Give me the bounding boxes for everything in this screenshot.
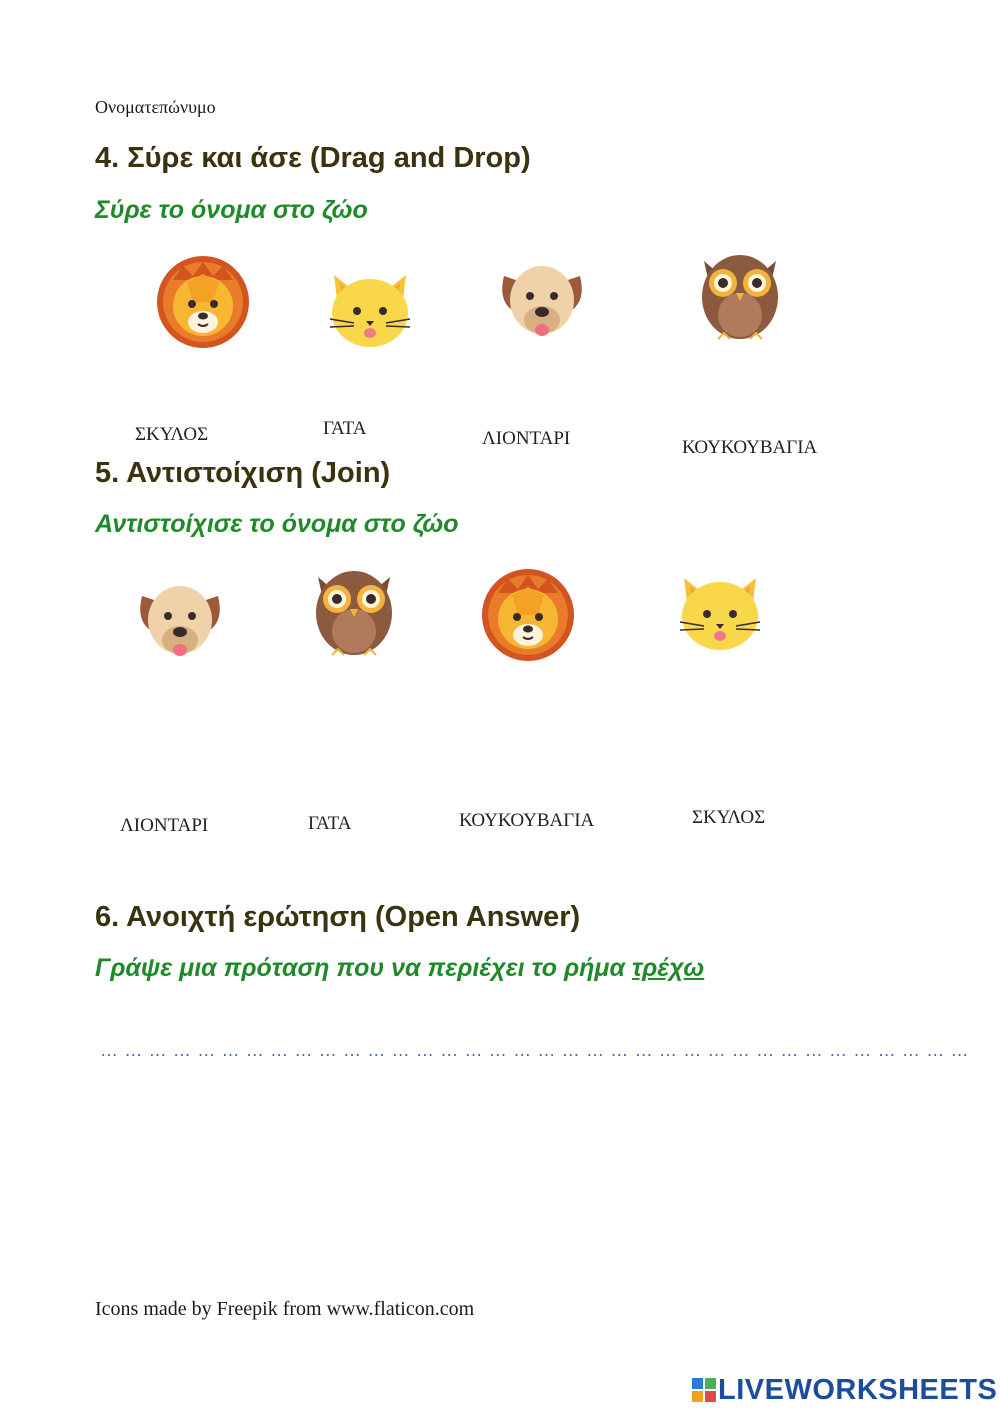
owl-icon	[690, 247, 790, 347]
lion-icon[interactable]	[478, 565, 578, 665]
section-6-verb: τρέχω	[631, 954, 705, 982]
section-6-instruction	[95, 954, 704, 983]
join-word-3[interactable]: ΚΟΥΚΟΥΒΑΓΙΑ	[459, 810, 595, 831]
section-6-title: 6. Ανοιχτή ερώτηση (Open Answer)	[95, 901, 581, 933]
join-word-2[interactable]: ΓΑΤΑ	[308, 813, 352, 834]
dog-icon[interactable]	[130, 570, 230, 670]
section-6-instruction-text: Γράψε μια πρόταση που να περιέχει το ρήμα	[95, 954, 632, 982]
lion-icon	[153, 252, 253, 352]
drag-word-4[interactable]: ΚΟΥΚΟΥΒΑΓΙΑ	[682, 437, 818, 458]
student-name-label: Ονοματεπώνυμο	[95, 97, 216, 117]
section-5-instruction: Αντιστοίχισε το όνομα στο ζώο	[95, 510, 459, 538]
liveworksheets-logo-icon	[692, 1378, 716, 1402]
cat-icon	[320, 255, 420, 355]
liveworksheets-brand[interactable]	[692, 1372, 997, 1408]
icon-credit: Icons made by Freepik from www.flaticon.com	[95, 1298, 475, 1320]
drag-word-2[interactable]: ΓΑΤΑ	[323, 418, 367, 439]
section-4-instruction: Σύρε το όνομα στο ζώο	[95, 196, 368, 224]
section-5-title: 5. Αντιστοίχιση (Join)	[95, 457, 391, 489]
open-answer-field[interactable]: ………………………………………………………………………………………………	[100, 1040, 975, 1060]
section-4-title: 4. Σύρε και άσε (Drag and Drop)	[95, 142, 531, 174]
cat-icon[interactable]	[670, 558, 770, 658]
owl-icon[interactable]	[304, 563, 404, 663]
join-word-1[interactable]: ΛΙΟΝΤΑΡΙ	[120, 815, 209, 836]
drag-word-3[interactable]: ΛΙΟΝΤΑΡΙ	[482, 428, 571, 449]
drag-word-1[interactable]: ΣΚΥΛΟΣ	[135, 424, 209, 445]
dog-icon	[492, 250, 592, 350]
join-word-4[interactable]: ΣΚΥΛΟΣ	[692, 807, 766, 828]
brand-name: LIVEWORKSHEETS	[718, 1373, 998, 1406]
